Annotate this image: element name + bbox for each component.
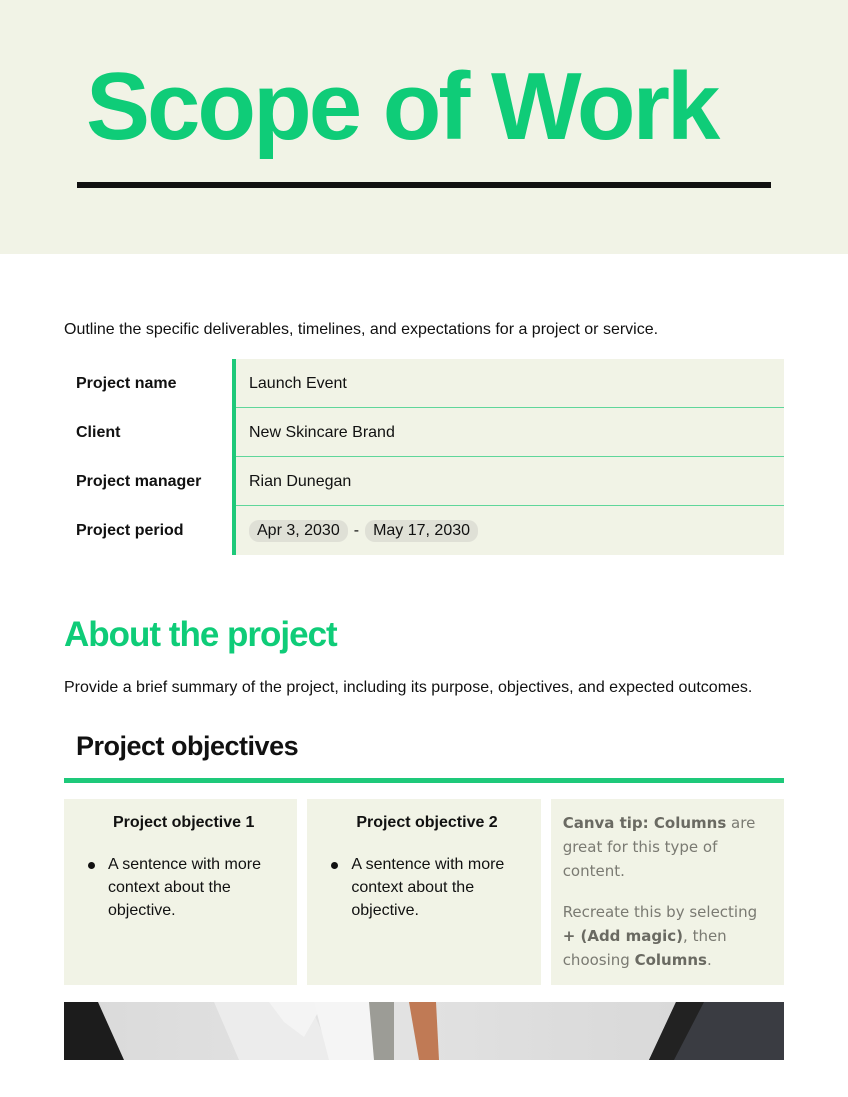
list-item: A sentence with more context about the objective. — [86, 853, 281, 922]
tip-paragraph-1 — [563, 811, 770, 883]
tip-text: . — [706, 951, 712, 969]
photo-arm — [409, 1002, 439, 1060]
about-description: Provide a brief summary of the project, including its purpose, objectives, and expected outcomes. — [64, 679, 753, 696]
tip-text: , then choosing — [562, 927, 727, 969]
team-photo — [64, 1002, 784, 1060]
client-value[interactable]: New Skincare Brand — [232, 408, 784, 457]
photo-dark-left — [64, 1002, 124, 1060]
page-title: Scope of Work — [86, 53, 718, 160]
table-row — [64, 408, 784, 457]
photo-illustration — [64, 1002, 784, 1060]
row-label: Project manager — [76, 472, 202, 490]
objective-title: Project objective 1 — [112, 814, 255, 831]
about-heading: About the project — [64, 615, 337, 654]
table-row — [64, 359, 784, 408]
row-label: Project period — [76, 521, 184, 539]
table-row — [64, 506, 784, 555]
row-label: Client — [76, 423, 121, 441]
table-row — [64, 457, 784, 506]
canva-tip-card — [551, 799, 784, 985]
list-item: A sentence with more context about the objective. — [329, 853, 524, 922]
tip-text: are great for this type of content. — [562, 814, 756, 880]
start-date-chip[interactable]: Apr 3, 2030 — [249, 520, 348, 542]
intro-text: Outline the specific deliverables, timelines, and expectations for a project or service. — [64, 321, 659, 338]
tip-bold: + (Add magic) — [562, 927, 684, 945]
objective-bullets — [86, 853, 281, 922]
tip-bold: Columns — [634, 951, 707, 969]
objectives-columns — [64, 799, 784, 985]
objectives-divider — [64, 778, 784, 783]
date-separator: - — [353, 521, 360, 539]
objective-card — [307, 799, 540, 985]
objective-bullets — [329, 853, 524, 922]
objective-card — [64, 799, 297, 985]
row-label: Project name — [76, 374, 177, 392]
end-date-chip[interactable]: May 17, 2030 — [365, 520, 478, 542]
objective-title: Project objective 2 — [356, 814, 498, 831]
project-info-table — [64, 359, 784, 555]
tip-bold: Canva tip: Columns — [562, 814, 727, 832]
project-manager-value[interactable]: Rian Dunegan — [232, 457, 784, 506]
tip-paragraph-2 — [563, 900, 770, 972]
title-divider — [77, 182, 771, 188]
tip-text: Recreate this by selecting — [562, 903, 758, 921]
header-banner — [0, 0, 848, 254]
objectives-heading: Project objectives — [76, 731, 299, 761]
project-name-value[interactable]: Launch Event — [232, 359, 784, 408]
project-period-value — [232, 506, 784, 555]
